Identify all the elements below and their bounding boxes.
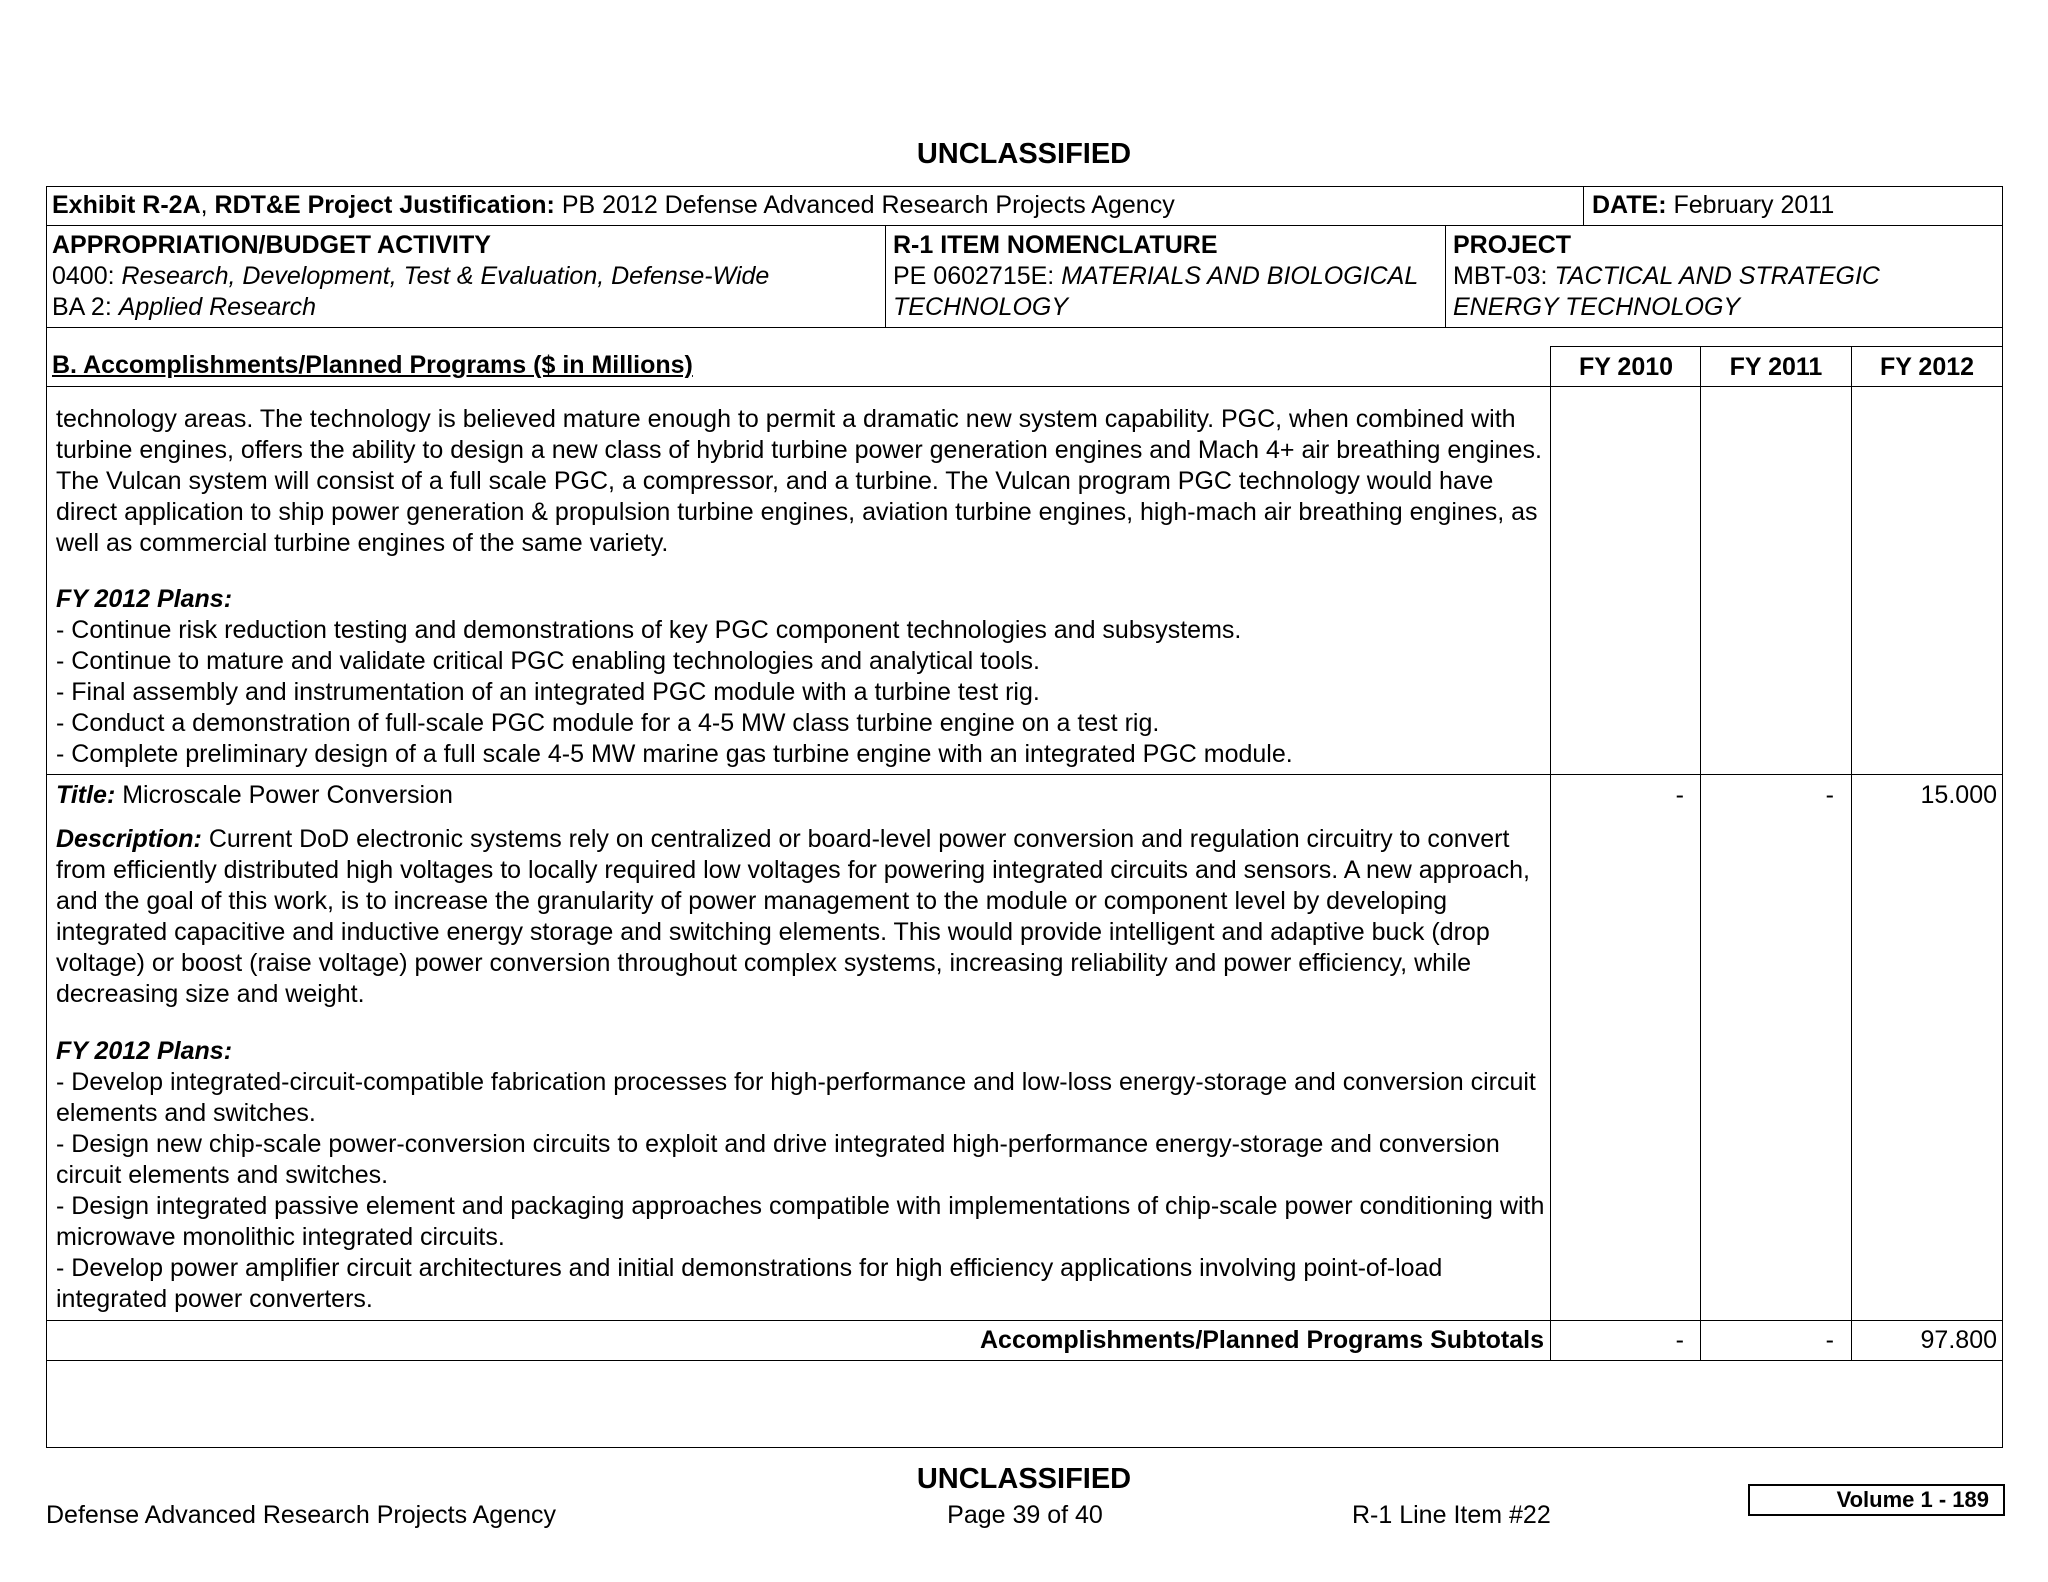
list-item: - Develop power amplifier circuit architectures and initial demonstrations for high efficiency applications involving point-of-load integrated power converters.	[56, 1254, 1443, 1313]
classification-bottom: UNCLASSIFIED	[916, 1463, 1132, 1495]
nomenclature-value-1: MATERIALS AND BIOLOGICAL	[1061, 262, 1419, 290]
classification-top: UNCLASSIFIED	[916, 138, 1132, 170]
list-item: - Conduct a demonstration of full-scale PGC module for a 4-5 MW class turbine engine on a test rig.	[56, 709, 1160, 737]
rule-block-2	[46, 1320, 2003, 1321]
list-item: - Complete preliminary design of a full scale 4-5 MW marine gas turbine engine with an integrated PGC module.	[56, 740, 1293, 768]
footer-agency: Defense Advanced Research Projects Agency	[46, 1501, 557, 1529]
date-label: DATE:	[1592, 191, 1667, 219]
description-label: Description:	[56, 825, 202, 853]
footer-page-number: Page 39 of 40	[947, 1501, 1103, 1529]
footer-line-item: R-1 Line Item #22	[1352, 1501, 1551, 1529]
rule-section-header	[46, 386, 2003, 387]
microscale-fy2010: -	[1675, 781, 1684, 809]
project-code: MBT-03:	[1453, 262, 1548, 290]
continued-description: technology areas. The technology is believed mature enough to permit a dramatic new system capability. PGC, when combined with turbine engines, offers the ability to design a new class of hybrid turbine power generation engines and Mach 4+ air breathing engines. The Vulcan system will consist of a full scale PGC, a compressor, and a turbine. The Vulcan program PGC technology would have direct application to ship power generation & propulsion turbine engines, aviation turbine engines, high-mach air breathing engines, as well as commercial turbine engines of the same variety.	[56, 405, 1542, 557]
justification-value: PB 2012 Defense Advanced Research Projects Agency	[561, 191, 1175, 219]
appropriation-code-1: 0400:	[52, 262, 115, 290]
list-item: - Design new chip-scale power-conversion circuits to exploit and drive integrated high-performance energy-storage and conversion circuit elements and switches.	[56, 1130, 1500, 1189]
microscale-description	[56, 824, 1546, 1010]
footer-volume-box: Volume 1 - 189	[1748, 1484, 2005, 1516]
rule-block-1	[46, 774, 2003, 775]
title-label: Title:	[56, 781, 116, 809]
description-text: Current DoD electronic systems rely on centralized or board-level power conversion and regulation circuitry to convert from efficiently distributed high voltages to locally required low voltages for powering integrated circuits and sensors. A new approach, and the goal of this work, is to increase the granularity of power management to the module or component level by developing integrated capacitive and inductive energy storage and switching elements. This would provide intelligent and adaptive buck (drop voltage) or boost (raise voltage) power conversion throughout complex systems, increasing reliability and power efficiency, while decreasing size and weight.	[56, 825, 1530, 1008]
project-value-1: TACTICAL AND STRATEGIC	[1554, 262, 1880, 290]
project-label: PROJECT	[1453, 231, 1572, 259]
rule-fy-col-3	[1851, 346, 1852, 1360]
exhibit-title: Exhibit R-2A, RDT&E Project Justification: PB 2012 Defense Advanced Research Projects Agency	[52, 191, 1175, 219]
rule-info-divider-1	[885, 225, 886, 327]
list-item: - Develop integrated-circuit-compatible fabrication processes for high-performance and low-loss energy-storage and conversion circuit elements and switches.	[56, 1068, 1536, 1127]
subtotals-label: Accomplishments/Planned Programs Subtotals	[979, 1326, 1544, 1354]
rule-subtotals	[46, 1360, 2003, 1361]
title-value: Microscale Power Conversion	[122, 781, 453, 809]
continued-plans-label: FY 2012 Plans:	[56, 585, 233, 613]
nomenclature-value-2: TECHNOLOGY	[893, 293, 1069, 321]
appropriation-code-2: BA 2:	[52, 293, 112, 321]
list-item: - Continue risk reduction testing and demonstrations of key PGC component technologies and subsystems.	[56, 616, 1242, 644]
microscale-plans-label: FY 2012 Plans:	[56, 1037, 233, 1065]
appropriation-cell	[52, 230, 769, 323]
list-item: - Final assembly and instrumentation of an integrated PGC module with a turbine test rig.	[56, 678, 1040, 706]
microscale-fy2012: 15.000	[1920, 781, 1997, 809]
rule-header	[46, 225, 2003, 226]
rule-info-divider-2	[1445, 225, 1446, 327]
section-title: B. Accomplishments/Planned Programs ($ in Millions)	[52, 351, 693, 379]
rule-info	[46, 327, 2003, 328]
project-cell	[1453, 230, 1880, 323]
justification-label: RDT&E Project Justification:	[214, 191, 555, 219]
fy-header-2010: FY 2010	[1578, 353, 1674, 381]
subtotals-fy2010: -	[1675, 1326, 1684, 1354]
microscale-plans-list	[56, 1067, 1546, 1315]
nomenclature-cell	[893, 230, 1418, 323]
nomenclature-code: PE 0602715E:	[893, 262, 1055, 290]
date-field	[1592, 190, 1834, 221]
date-value: February 2011	[1673, 191, 1835, 219]
appropriation-value-2: Applied Research	[118, 293, 317, 321]
fy-header-2012: FY 2012	[1879, 353, 1975, 381]
list-item: - Design integrated passive element and packaging approaches compatible with implementations of chip-scale power conditioning with microwave monolithic integrated circuits.	[56, 1192, 1545, 1251]
microscale-fy2011: -	[1825, 781, 1834, 809]
subtotals-fy2012: 97.800	[1920, 1326, 1997, 1354]
appropriation-label: APPROPRIATION/BUDGET ACTIVITY	[52, 231, 491, 259]
continued-plans-list	[56, 615, 1546, 770]
fy-header-2011: FY 2011	[1729, 353, 1823, 381]
subtotals-fy2011: -	[1825, 1326, 1834, 1354]
rule-fy-col-2	[1700, 346, 1701, 1360]
list-item: - Continue to mature and validate critical PGC enabling technologies and analytical tools.	[56, 647, 1040, 675]
project-value-2: ENERGY TECHNOLOGY	[1453, 293, 1741, 321]
rule-date-divider	[1583, 186, 1584, 225]
exhibit-label: Exhibit R-2A	[52, 191, 201, 219]
microscale-title	[56, 780, 1546, 811]
nomenclature-label: R-1 ITEM NOMENCLATURE	[893, 231, 1218, 259]
rule-fy-col-1	[1550, 346, 1551, 1360]
appropriation-value-1: Research, Development, Test & Evaluation, Defense-Wide	[121, 262, 770, 290]
rule-fy-header-top	[1550, 346, 2003, 347]
